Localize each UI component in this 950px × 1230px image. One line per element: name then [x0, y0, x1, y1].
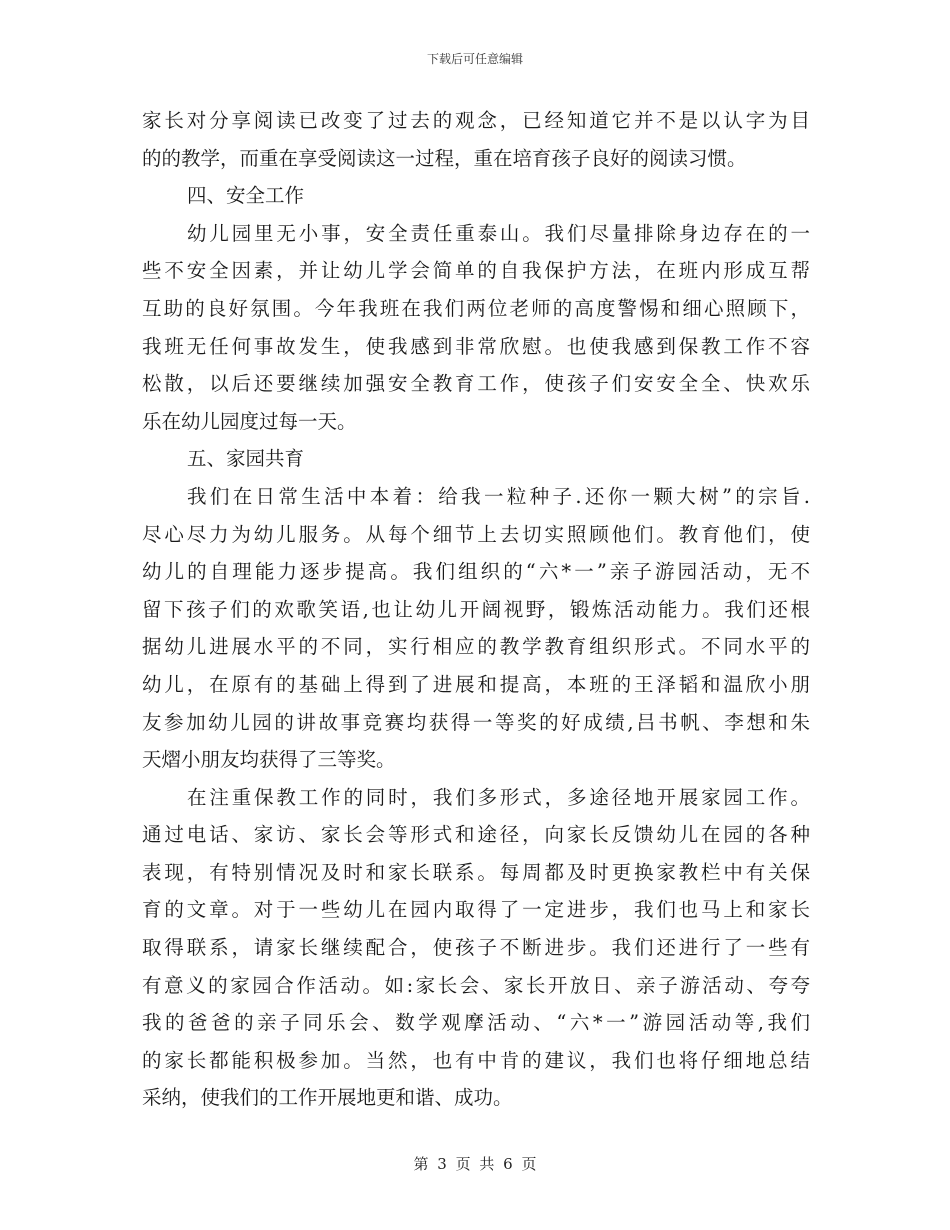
body-line: 在注重保教工作的同时，我们多形式，多途径地开展家园工作。	[187, 785, 810, 809]
body-line: 采纳，使我们的工作开展地更和谐、成功。	[142, 1086, 513, 1110]
body-line: 的家长都能积极参加。当然，也有中肯的建议，我们也将仔细地总结	[142, 1048, 810, 1072]
body-line: 据幼儿进展水平的不同，实行相应的教学教育组织形式。不同水平的	[142, 635, 810, 659]
document-body	[142, 102, 810, 1117]
body-line: 天熠小朋友均获得了三等奖。	[142, 748, 396, 772]
section-heading-home-school: 五、家园共育	[187, 447, 305, 471]
page-header: 下载后可任意编辑	[426, 52, 523, 66]
body-line: 通过电话、家访、家长会等形式和途径，向家长反馈幼儿在园的各种	[142, 823, 810, 847]
page-footer: 第 3 页 共 6 页	[413, 1155, 537, 1173]
body-line: 松散，以后还要继续加强安全教育工作，使孩子们安安全全、快欢乐	[142, 372, 810, 396]
body-line: 乐在幼儿园度过每一天。	[142, 409, 357, 433]
body-line: 有意义的家园合作活动。如:家长会、家长开放日、亲子游活动、夸夸	[142, 973, 810, 997]
body-line: 幼儿园里无小事，安全责任重泰山。我们尽量排除身边存在的一	[187, 221, 810, 245]
body-line: 育的文章。对于一些幼儿在园内取得了一定进步，我们也马上和家长	[142, 898, 810, 922]
body-line: 的的教学，而重在享受阅读这一过程，重在培育孩子良好的阅读习惯。	[142, 146, 747, 170]
body-line: 互助的良好氛围。今年我班在我们两位老师的高度警惕和细心照顾下，	[142, 296, 810, 320]
body-line: 取得联系，请家长继续配合，使孩子不断进步。我们还进行了一些有	[142, 936, 810, 960]
body-line: 表现，有特别情况及时和家长联系。每周都及时更换家教栏中有关保	[142, 860, 810, 884]
body-line: 留下孩子们的欢歌笑语,也让幼儿开阔视野，锻炼活动能力。我们还根	[142, 597, 810, 621]
body-line: 友参加幼儿园的讲故事竞赛均获得一等奖的好成绩,吕书帆、李想和朱	[142, 710, 810, 734]
body-line: 些不安全因素，并让幼儿学会简单的自我保护方法，在班内形成互帮	[142, 259, 810, 283]
body-line: 我们在日常生活中本着：给我一粒种子.还你一颗大树”的宗旨.	[187, 484, 810, 508]
body-line: 幼儿，在原有的基础上得到了进展和提高，本班的王泽韬和温欣小朋	[142, 672, 810, 696]
body-line: 尽心尽力为幼儿服务。从每个细节上去切实照顾他们。教育他们，使	[142, 522, 810, 546]
body-line: 家长对分享阅读已改变了过去的观念，已经知道它并不是以认字为目	[142, 109, 810, 132]
section-heading-safety: 四、安全工作	[187, 184, 305, 208]
body-line: 我班无任何事故发生，使我感到非常欣慰。也使我感到保教工作不容	[142, 334, 810, 358]
body-line: 我的爸爸的亲子同乐会、数学观摩活动、“六*一”游园活动等,我们	[142, 1011, 810, 1035]
body-line: 幼儿的自理能力逐步提高。我们组织的“六*一”亲子游园活动，无不	[142, 560, 810, 584]
